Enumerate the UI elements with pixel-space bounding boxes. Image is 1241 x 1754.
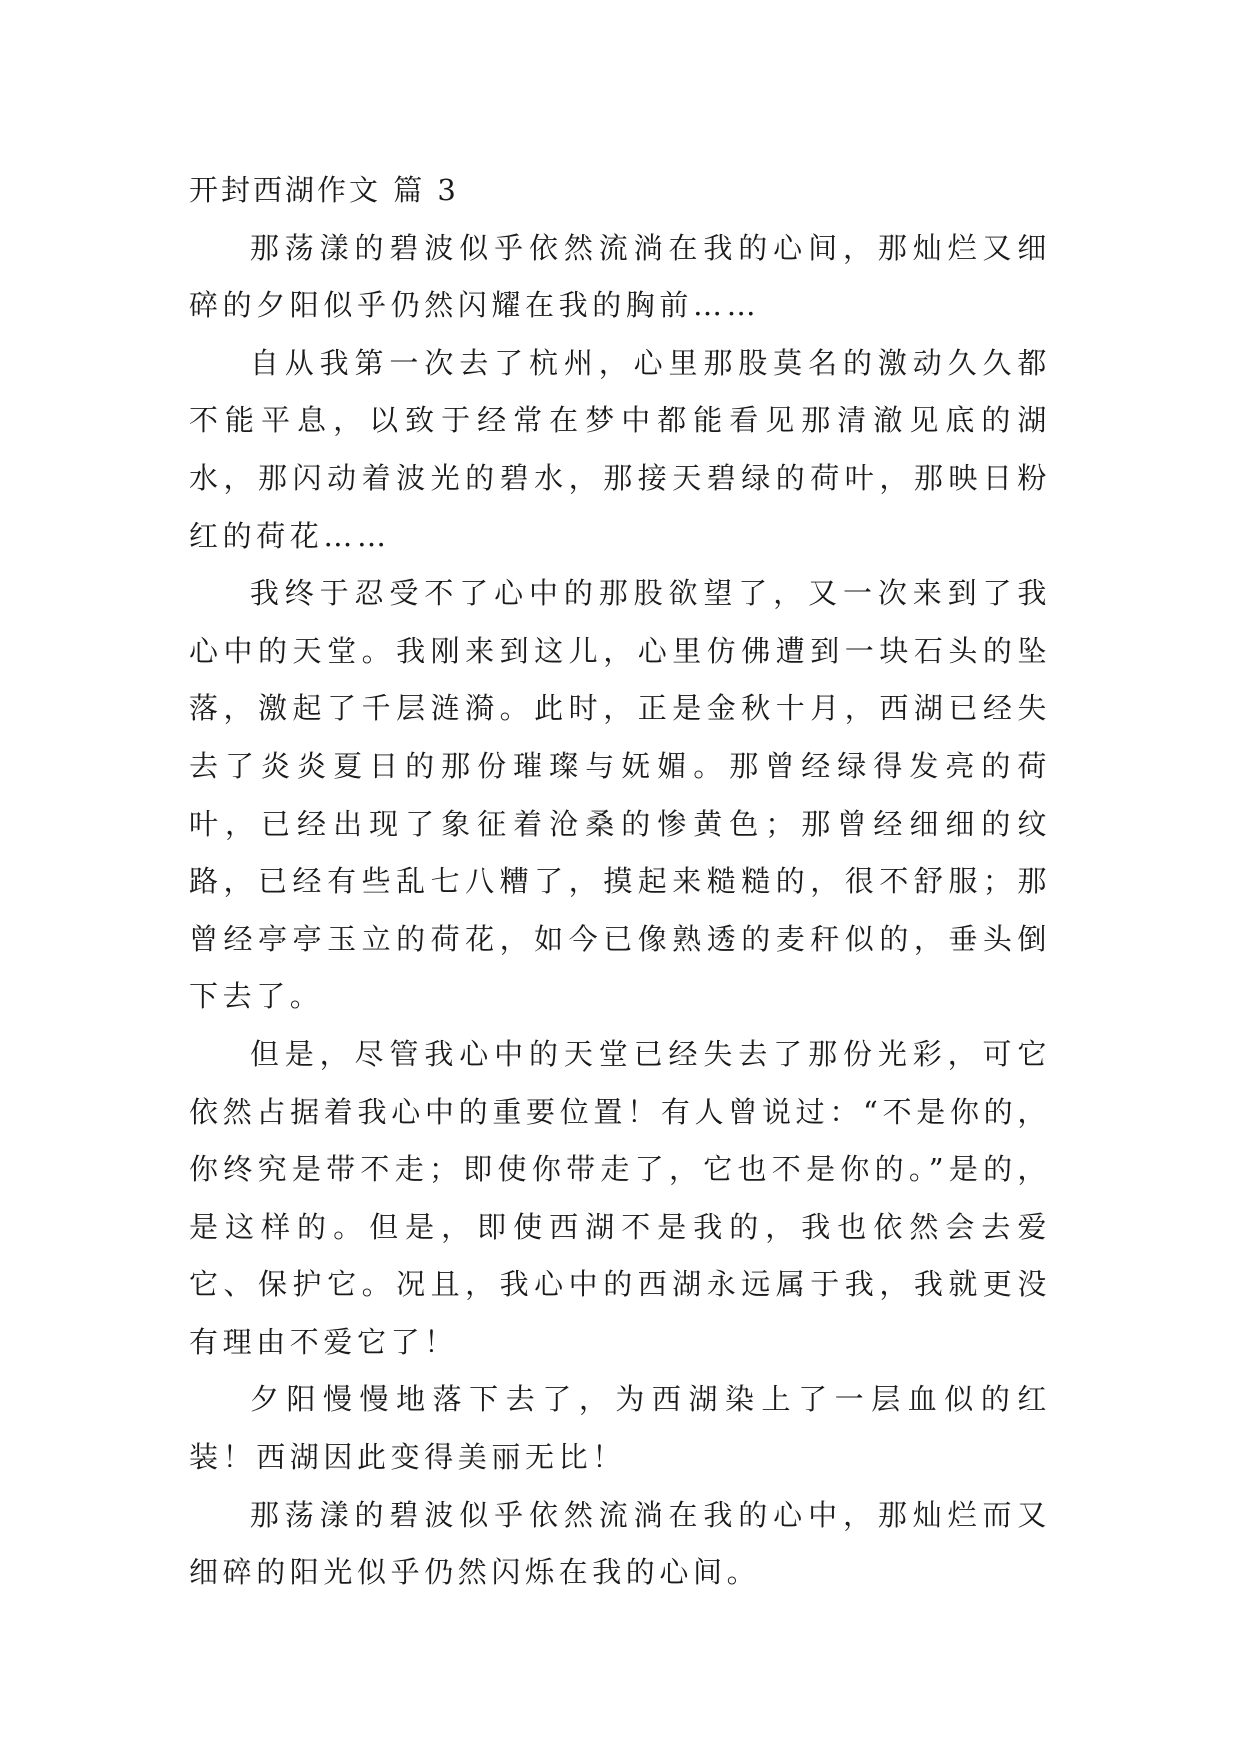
document-title: 开封西湖作文 篇 3	[189, 173, 459, 207]
paragraph-1: 那荡漾的碧波似乎依然流淌在我的心间，那灿烂又细碎的夕阳似乎仍然闪耀在我的胸前……	[189, 230, 1051, 323]
paragraph-5: 夕阳慢慢地落下去了，为西湖染上了一层血似的红装！西湖因此变得美丽无比！	[189, 1382, 1051, 1475]
paragraph-3: 我终于忍受不了心中的那股欲望了，又一次来到了我心中的天堂。我刚来到这儿，心里仿佛遭到一块石头的坠落，激起了千层涟漪。此时，正是金秋十月，西湖已经失去了炎炎夏日的那份璀璨与妩媚。那曾经绿得发亮的荷叶，已经出现了象征着沧桑的惨黄色；那曾经细细的纹路，已经有些乱七八糟了，摸起来糙糙的，很不舒服；那曾经亭亭玉立的荷花，如今已像熟透的麦秆似的，垂头倒下去了。	[189, 576, 1051, 1014]
paragraph-6: 那荡漾的碧波似乎依然流淌在我的心中，那灿烂而又细碎的阳光似乎仍然闪烁在我的心间。	[189, 1497, 1051, 1590]
document-body	[189, 162, 1051, 1602]
paragraph-4: 但是，尽管我心中的天堂已经失去了那份光彩，可它依然占据着我心中的重要位置！有人曾说过：“不是你的，你终究是带不走；即使你带走了，它也不是你的。”是的，是这样的。但是，即使西湖不是我的，我也依然会去爱它、保护它。况且，我心中的西湖永远属于我，我就更没有理由不爱它了！	[189, 1036, 1051, 1359]
paragraph-2: 自从我第一次去了杭州，心里那股莫名的激动久久都不能平息，以致于经常在梦中都能看见那清澈见底的湖水，那闪动着波光的碧水，那接天碧绿的荷叶，那映日粉红的荷花……	[189, 345, 1051, 553]
